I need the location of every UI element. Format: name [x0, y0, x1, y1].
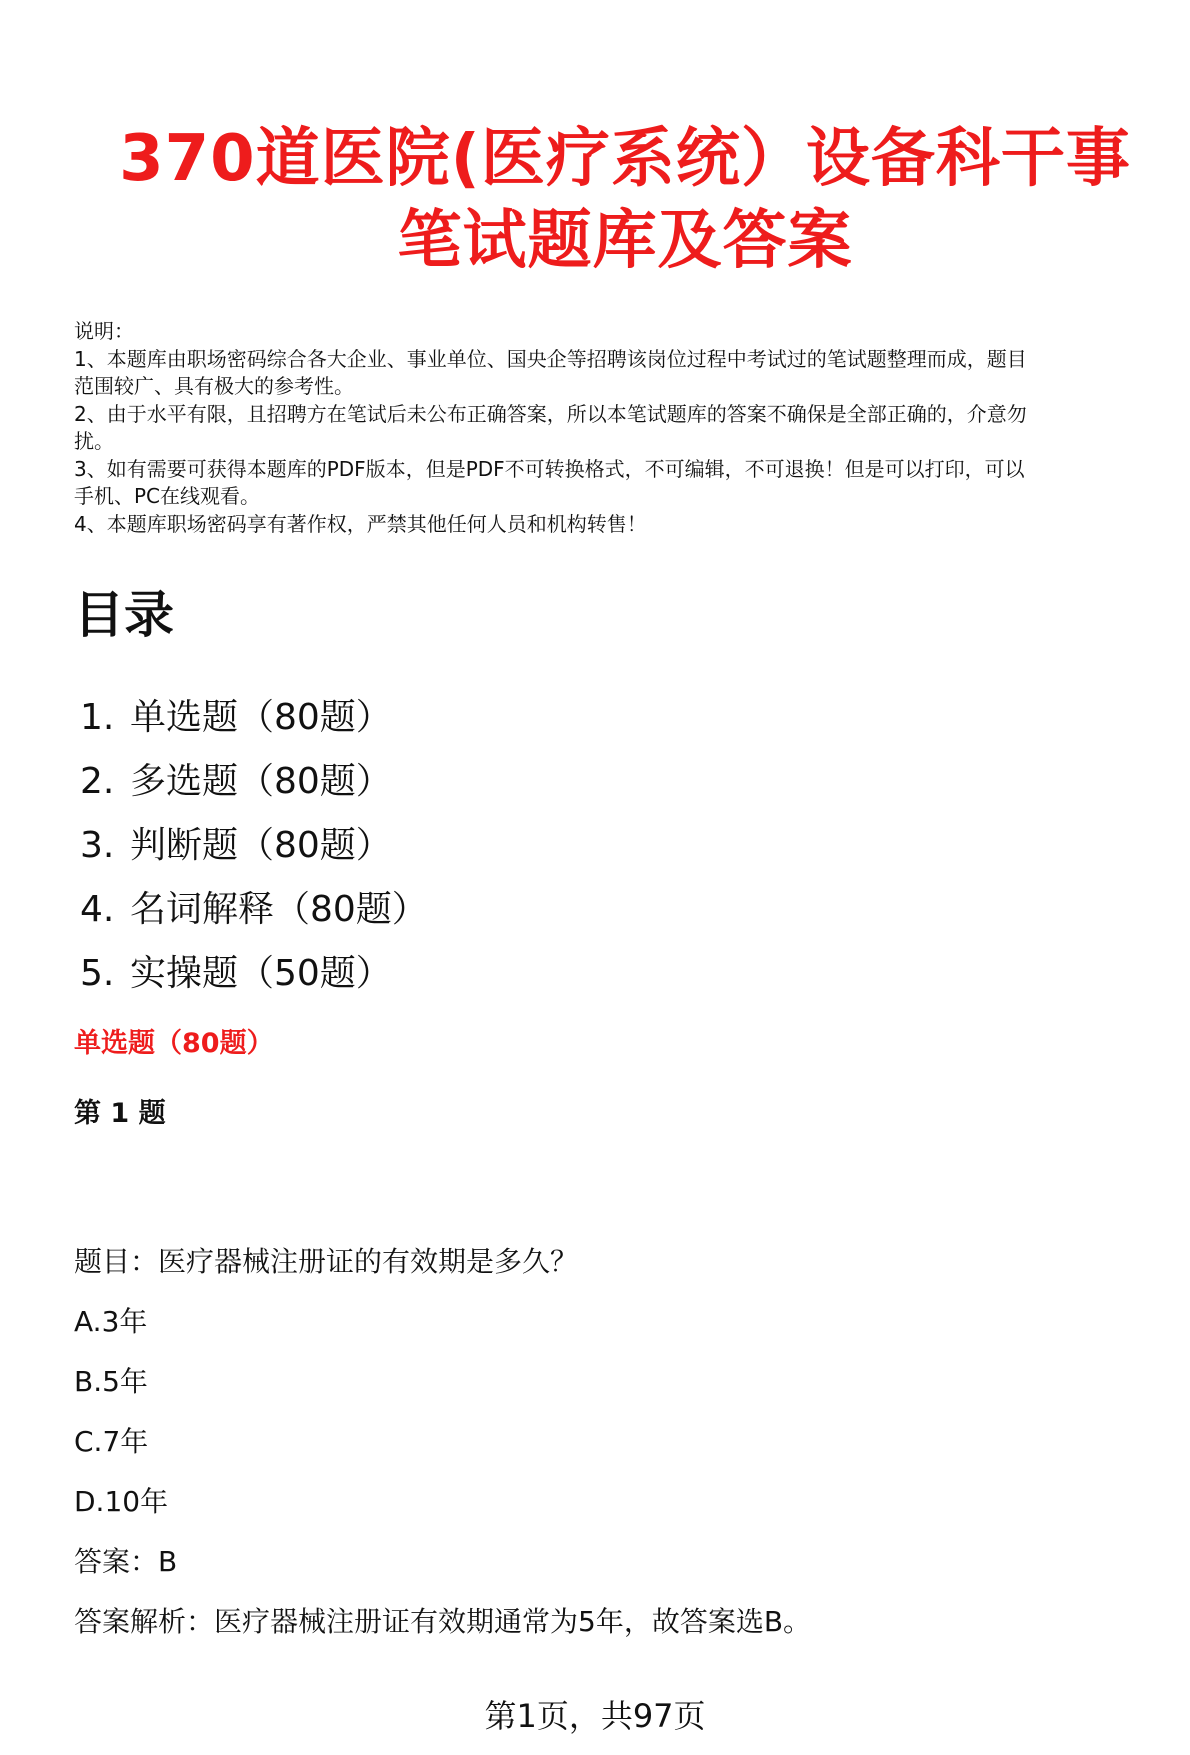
document-title	[60, 118, 1190, 282]
toc-item[interactable]	[80, 750, 428, 814]
toc-item[interactable]	[80, 686, 428, 750]
toc-item-number: 2.	[80, 761, 115, 802]
question-number: 第 1 题	[74, 1098, 166, 1129]
instruction-line: 范围较广、具有极大的参考性。	[74, 374, 354, 398]
toc-item-label: 实操题（50题）	[130, 953, 392, 994]
option-c: C.7年	[74, 1425, 149, 1458]
toc-item-label: 名词解释（80题）	[130, 889, 428, 930]
toc-item-number: 4.	[80, 889, 115, 930]
option-d: D.10年	[74, 1485, 169, 1518]
instruction-line: 3、如有需要可获得本题库的PDF版本，但是PDF不可转换格式，不可编辑，不可退换！但是可以打印，可以	[74, 456, 1025, 481]
table-of-contents	[80, 686, 428, 1006]
instructions-label: 说明：	[74, 319, 134, 343]
page-footer: 第1页，共97页	[484, 1697, 706, 1735]
instruction-line: 2、由于水平有限，且招聘方在笔试后未公布正确答案，所以本笔试题库的答案不确保是全部正确的，介意勿	[74, 401, 1027, 426]
toc-item-number: 3.	[80, 825, 115, 866]
toc-item[interactable]	[80, 942, 428, 1006]
toc-item-label: 多选题（80题）	[130, 761, 392, 802]
toc-item-number: 1.	[80, 697, 115, 738]
instructions-block	[74, 318, 1154, 538]
question-stem: 题目：医疗器械注册证的有效期是多久？	[74, 1245, 579, 1278]
answer-line: 答案：B	[74, 1545, 178, 1578]
option-b: B.5年	[74, 1365, 148, 1398]
instruction-line: 1、本题库由职场密码综合各大企业、事业单位、国央企等招聘该岗位过程中考试过的笔试题整理而成，题目	[74, 346, 1027, 371]
section-title: 单选题（80题）	[74, 1028, 274, 1059]
toc-heading: 目录	[74, 586, 174, 644]
instruction-line: 4、本题库职场密码享有著作权，严禁其他任何人员和机构转售！	[74, 511, 647, 536]
instruction-line: 扰。	[74, 429, 114, 453]
toc-item[interactable]	[80, 878, 428, 942]
instruction-line: 手机、PC在线观看。	[74, 484, 261, 508]
toc-item-number: 5.	[80, 953, 115, 994]
option-a: A.3年	[74, 1305, 148, 1338]
title-line-1: 370道医院(医疗系统）设备科干事	[119, 122, 1131, 196]
title-line-2: 笔试题库及答案	[397, 204, 853, 278]
toc-item[interactable]	[80, 814, 428, 878]
explanation-line: 答案解析：医疗器械注册证有效期通常为5年，故答案选B。	[74, 1605, 812, 1638]
question-block	[74, 1242, 1154, 1662]
toc-item-label: 判断题（80题）	[130, 825, 392, 866]
toc-item-label: 单选题（80题）	[130, 697, 392, 738]
